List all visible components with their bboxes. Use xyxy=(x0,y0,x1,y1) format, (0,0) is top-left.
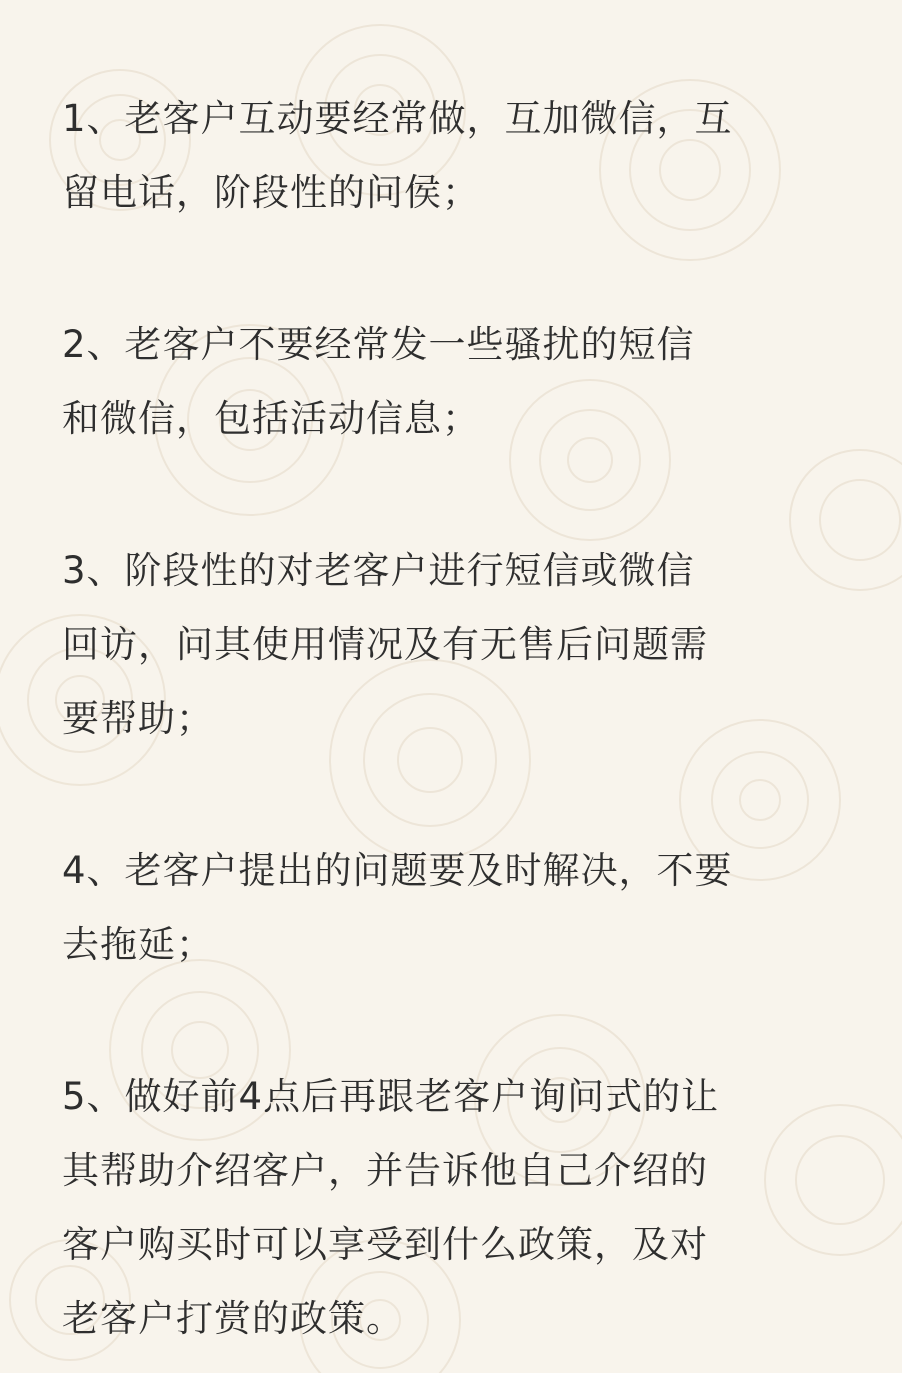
tips-list xyxy=(62,82,842,1356)
tip-item-1: 1、老客户互动要经常做，互加微信，互 留电话，阶段性的问侯； xyxy=(62,97,733,214)
paragraph-spacer xyxy=(62,456,842,534)
paragraph-spacer xyxy=(62,982,842,1060)
tip-item-2: 2、老客户不要经常发一些骚扰的短信 和微信，包括活动信息； xyxy=(62,323,695,440)
tip-item-3: 3、阶段性的对老客户进行短信或微信 回访，问其使用情况及有无售后问题需 要帮助； xyxy=(62,549,708,740)
tip-item-4: 4、老客户提出的问题要及时解决，不要 去拖延； xyxy=(62,849,733,966)
paragraph-spacer xyxy=(62,230,842,308)
tip-item-5: 5、做好前4点后再跟老客户询问式的让 其帮助介绍客户，并告诉他自己介绍的 客户购买时可以享受到什么政策，及对 老客户打赏的政策。 xyxy=(62,1075,720,1340)
paragraph-spacer xyxy=(62,756,842,834)
